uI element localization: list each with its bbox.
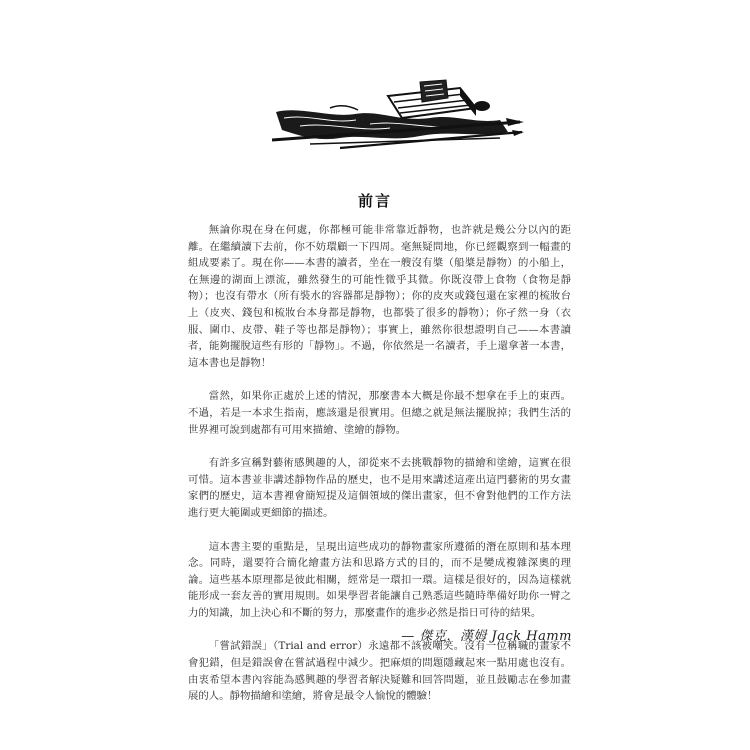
paragraph: 「嘗試錯誤」（Trial and error）永遠都不該被嘲笑。沒有一位稱職的畫家不會犯錯，但是錯誤會在嘗試過程中減少。把麻煩的問題隱藏起來一點用處也沒有。由衷希望本書內容能為感興趣的學習者解決疑難和回答問題，並且鼓勵志在參加畫展的人。靜物描繪和塗繪，將會是最令人愉悅的體驗！ xyxy=(188,640,571,703)
paragraph: 當然，如果你正處於上述的情況，那麼書本大概是你最不想拿在手上的東西。不過，若是一本求生指南，應該還是很實用。但總之就是無法擺脫掉；我們生活的世界裡可說到處都有可用來描繪、塗繪的靜物。 xyxy=(188,390,571,436)
still-life-pens-and-book-sketch-icon xyxy=(270,78,525,156)
page-title: 前言 xyxy=(357,192,392,210)
preface-body xyxy=(188,222,571,722)
paragraph: 這本書主要的重點是，呈現出這些成功的靜物畫家所遵循的潛在原則和基本理念。同時，還要符合簡化繪畫方法和思路方式的目的，而不是變成複雜深奧的理論。這些基本原理都是彼此相關，經常是一環扣一環。這樣是很好的，因為這樣就能形成一套友善的實用規則。如果學習者能讓自己熟悉這些隨時準備好助你一臂之力的知識，加上決心和不斷的努力，那麼畫作的進步必然是指日可待的結果。 xyxy=(188,540,571,619)
paragraph: 無論你現在身在何處，你都極可能非常靠近靜物，也許就是幾公分以內的距離。在繼續讀下去前，你不妨環顧一下四周。毫無疑問地，你已經觀察到一幅畫的組成要素了。現在你——本書的讀者，坐在一艘沒有槳（船槳是靜物）的小船上，在無邊的湖面上漂流，雖然發生的可能性微乎其微。你既沒帶上食物（食物是靜物）；也沒有帶水（所有裝水的容器都是靜物）；你的皮夾或錢包還在家裡的梳妝台上（皮夾、錢包和梳妝台本身都是靜物，也都裝了很多的靜物）；你孑然一身（衣服、圍巾、皮帶、鞋子等也都是靜物）；事實上，雖然你很想證明自己——本書讀者，能夠擺脫這些有形的「靜物」。不過，你依然是一名讀者，手上還拿著一本書，這本書也是靜物！ xyxy=(188,224,571,369)
paragraph: 有許多宣稱對藝術感興趣的人，卻從來不去挑戰靜物的描繪和塗繪，這實在很可惜。這本書並非講述靜物作品的歷史，也不是用來講述這產出這門藝術的男女畫家們的歷史，這本書裡會簡短提及這個領域的傑出畫家，但不會對他們的工作方法進行更大範圍或更細節的描述。 xyxy=(188,457,571,519)
author-signature: — 傑克．漢姆 Jack Hamm xyxy=(401,629,572,644)
